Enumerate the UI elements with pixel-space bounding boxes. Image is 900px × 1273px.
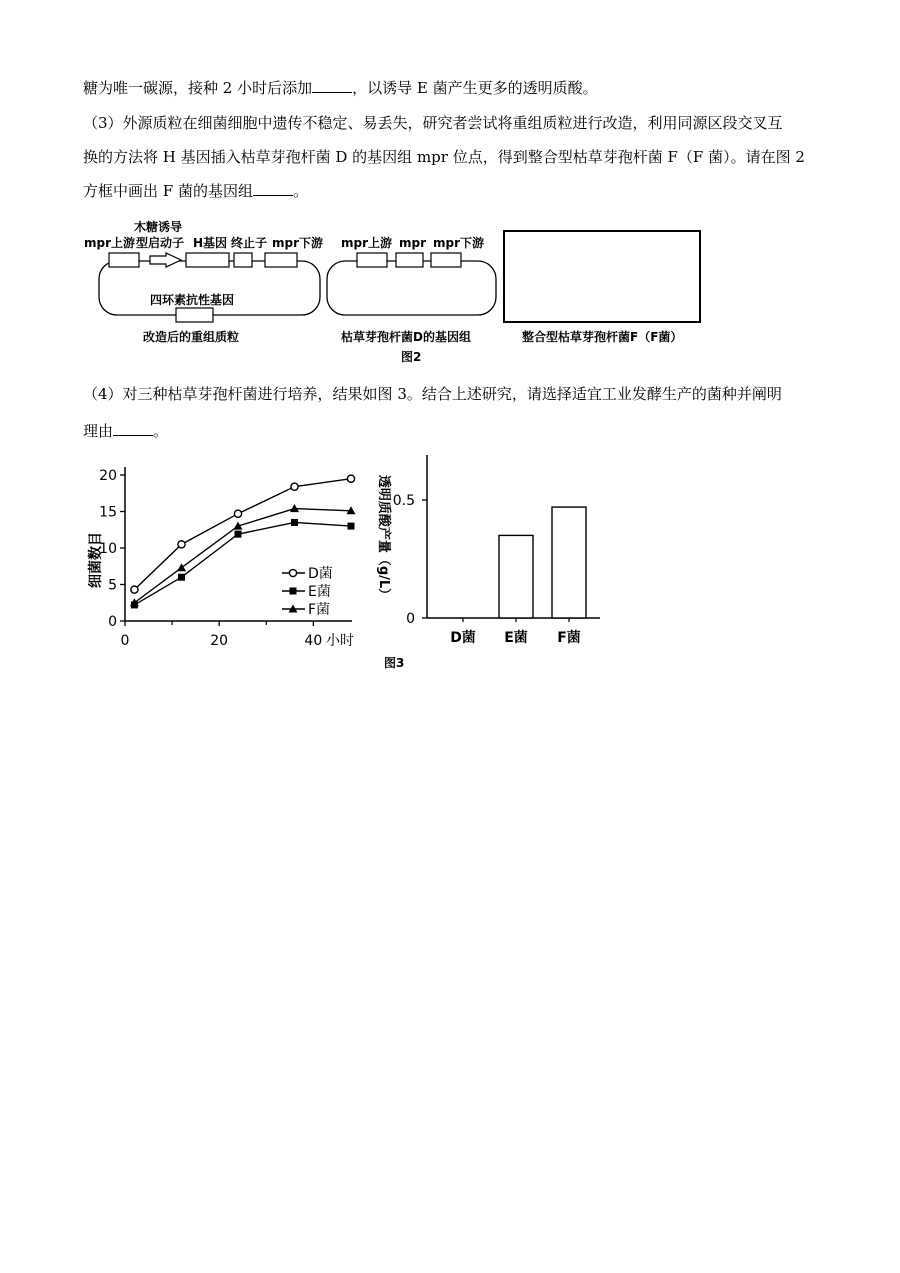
data-point [177, 563, 186, 571]
line-chart-x-label: 小时 [326, 633, 354, 649]
plasmid-box-tet [176, 308, 213, 322]
bar-1 [499, 535, 533, 618]
data-point [235, 531, 242, 538]
bar-y-tick-label: 0.5 [392, 493, 415, 509]
data-point [178, 574, 185, 581]
plasmid-box-h-gene [186, 253, 229, 267]
line-4-text-end: 。 [292, 182, 308, 200]
genome-box-mpr-up [357, 253, 387, 267]
data-point [291, 483, 298, 490]
data-point [178, 541, 185, 548]
figure-2-title: 图2 [401, 350, 422, 364]
question-line-2: （3）外源质粒在细菌细胞中遗传不稳定、易丢失，研究者尝试将重组质粒进行改造，利用同源区段交叉互 [83, 114, 783, 132]
line-chart-legend [282, 566, 333, 618]
genome-box-mpr [396, 253, 423, 267]
plasmid-box-mpr-down [265, 253, 297, 267]
genome-ring [327, 261, 496, 315]
question-line-4 [83, 181, 308, 201]
plasmid-label-xylose-2: 型启动子 [136, 236, 185, 250]
genome-label-mpr-up: mpr上游 [341, 236, 393, 250]
genome-box-mpr-down [431, 253, 461, 267]
y-tick-label: 15 [99, 504, 117, 521]
genome-d-diagram [327, 235, 496, 344]
plasmid-label-h-gene: H基因 [193, 236, 228, 250]
genome-label-mpr-down: mpr下游 [433, 236, 485, 250]
figure-2 [0, 215, 900, 375]
answer-blank-1[interactable] [312, 78, 352, 93]
y-tick-label: 10 [99, 541, 117, 557]
growth-line-chart [87, 467, 356, 649]
answer-blank-2[interactable] [253, 181, 293, 196]
yield-bar-chart [376, 455, 600, 646]
data-point [291, 519, 298, 526]
data-point [347, 475, 354, 482]
line-6-text-end: 。 [153, 422, 169, 440]
y-tick-label: 20 [99, 468, 117, 484]
question-line-6 [83, 421, 168, 441]
line-chart-y-label: 细菌数目 [88, 532, 104, 588]
answer-blank-3[interactable] [113, 421, 153, 436]
plasmid-caption: 改造后的重组质粒 [143, 330, 240, 344]
genome-label-mpr: mpr [399, 236, 427, 250]
plasmid-label-mpr-down: mpr下游 [272, 236, 324, 250]
question-line-5: （4）对三种枯草芽孢杆菌进行培养，结果如图 3。结合上述研究，请选择适宜工业发酵生产的菌种并阐明 [83, 385, 782, 403]
plasmid-label-terminator: 终止子 [231, 236, 268, 250]
line-1-text: 糖为唯一碳源，接种 2 小时后添加 [83, 79, 313, 97]
bar-category-label: F菌 [557, 630, 581, 646]
figure-3 [0, 450, 900, 690]
x-tick-label: 40 [304, 633, 323, 649]
bar-2 [552, 507, 586, 618]
legend-marker [290, 588, 297, 595]
plasmid-box-terminator [234, 253, 252, 267]
question-line-3: 换的方法将 H 基因插入枯草芽孢杆菌 D 的基因组 mpr 位点，得到整合型枯草芽孢杆菌 F（F 菌）。请在图 2 [83, 148, 805, 166]
answer-drawing-box[interactable] [504, 231, 700, 322]
bar-category-label: D菌 [450, 630, 476, 646]
figure-3-title: 图3 [384, 656, 405, 670]
legend-label: D菌 [308, 566, 333, 582]
promoter-arrow-icon [150, 253, 181, 267]
line-1-text-end: ，以诱导 E 菌产生更多的透明质酸。 [352, 79, 598, 97]
legend-label: E菌 [308, 584, 331, 600]
plasmid-label-tet: 四环素抗性基因 [150, 293, 235, 307]
data-point [348, 523, 355, 530]
plasmid-label-mpr-up: mpr上游 [84, 236, 136, 250]
data-point [234, 510, 241, 517]
data-point [131, 586, 138, 593]
line-6-text: 理由 [83, 422, 114, 440]
plasmid-label-xylose-1: 木糖诱导 [134, 220, 183, 234]
bar-chart-y-label: 透明质酸产量（g/L） [376, 474, 391, 602]
strain-f-caption: 整合型枯草芽孢杆菌F（F菌） [522, 330, 683, 344]
bar-y-tick-label: 0 [406, 611, 415, 627]
x-tick-label: 20 [210, 633, 229, 649]
x-tick-label: 0 [120, 633, 130, 649]
genome-caption: 枯草芽孢杆菌D的基因组 [341, 330, 471, 344]
line-4-text: 方框中画出 F 菌的基因组 [83, 182, 253, 200]
question-line-1 [83, 78, 598, 98]
y-tick-label: 5 [108, 577, 117, 594]
recombinant-plasmid-diagram [84, 219, 323, 344]
legend-label: F菌 [308, 602, 331, 618]
y-tick-label: 0 [108, 614, 117, 630]
legend-marker [289, 569, 296, 576]
bar-category-label: E菌 [504, 630, 528, 646]
plasmid-box-mpr-up [109, 253, 139, 267]
